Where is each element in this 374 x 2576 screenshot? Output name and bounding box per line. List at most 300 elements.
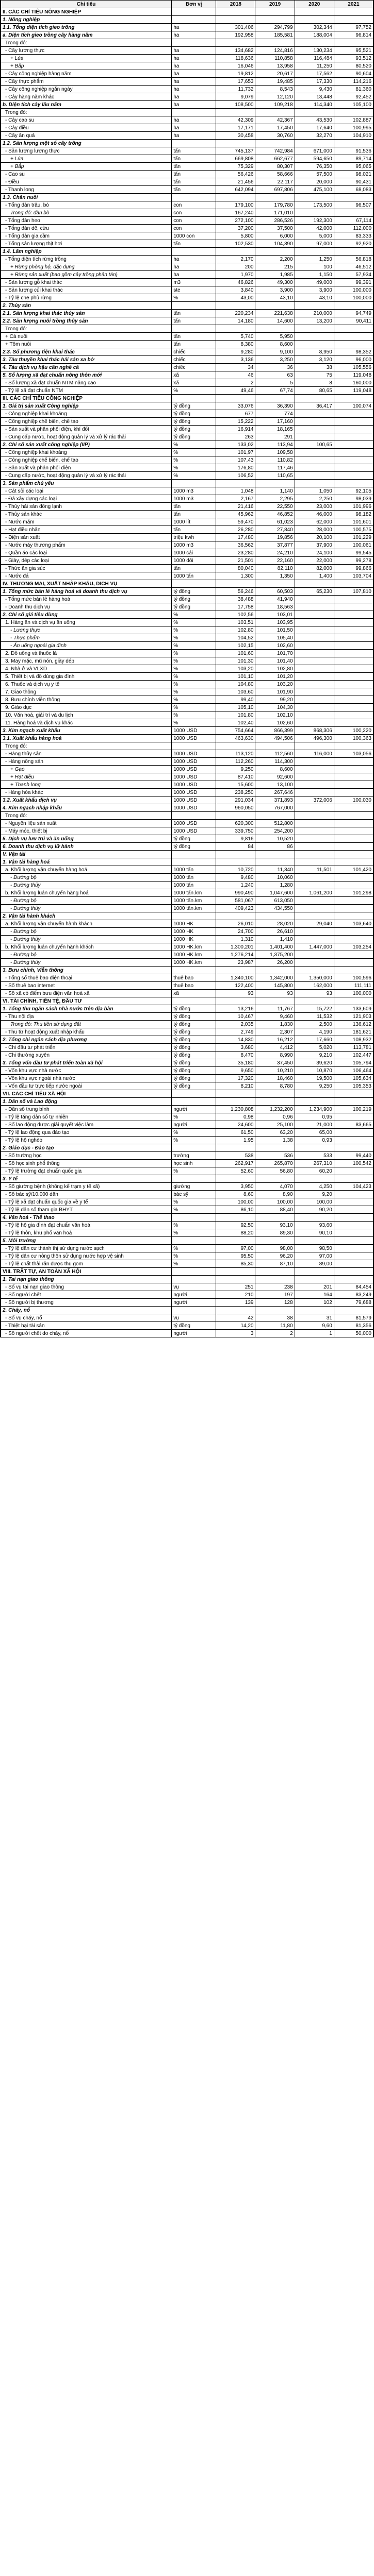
row-unit: chiếc [172,348,216,356]
row-label: - Đường thủy [1,959,172,967]
row-value: 114,216 [334,78,373,86]
row-value [255,248,295,256]
table-row [1,155,373,163]
row-value: 18,460 [255,1075,295,1082]
row-value: 62,000 [295,518,334,526]
row-label: VIII. TRẬT TỰ, AN TOÀN XÃ HỘI [1,1268,172,1276]
row-value [334,835,373,843]
row-value: 117,46 [255,464,295,472]
row-unit: ha [172,256,216,263]
row-label: - Số lượng xã đạt chuẩn NTM nâng cao [1,379,172,387]
row-unit: tấn [172,171,216,178]
row-label: - Máy móc, thiết bị [1,827,172,835]
row-value [255,812,295,820]
row-value: 17,758 [216,603,255,611]
table-row [1,897,373,905]
row-unit: xã [172,990,216,997]
row-unit: % [172,611,216,619]
row-value [216,1144,255,1152]
row-value: 107,810 [334,588,373,596]
row-label: 6. Doanh thu dịch vụ lữ hành [1,843,172,851]
row-value: 114,340 [295,101,334,109]
row-value [295,959,334,967]
row-unit: xã [172,379,216,387]
row-value: 42,309 [216,116,255,124]
row-label: 5. Dịch vụ lưu trú và ăn uống [1,835,172,843]
row-label: 1. Tổng mức bán lẻ hàng hoá và doanh thu dịch vụ [1,588,172,596]
row-unit: xã [172,371,216,379]
row-value [216,140,255,147]
row-label: 4. Kim ngạch nhập khẩu [1,804,172,812]
row-label: - Dân số trung bình [1,1106,172,1113]
table-row [1,426,373,433]
row-value [334,1137,373,1144]
row-label: - Hàng nông sản [1,758,172,766]
row-value: 262,917 [216,1160,255,1167]
group-row [1,24,373,31]
row-value [334,1144,373,1152]
row-value: 98,50 [295,1245,334,1252]
row-value: 1,250 [295,256,334,263]
row-label: - Cao su [1,171,172,178]
row-value: 2 [255,1330,295,1337]
row-value [334,626,373,634]
row-unit: con [172,209,216,217]
row-unit: tỷ đồng [172,433,216,441]
table-row [1,758,373,766]
row-value: 215 [255,263,295,271]
row-value: 106,52 [216,472,255,480]
row-value: 5,740 [216,333,255,341]
row-value [295,1276,334,1283]
row-value: 4,412 [255,1044,295,1052]
row-value [295,418,334,426]
row-label: - Cây công nghiệp hàng năm [1,70,172,78]
row-value: 101,601 [334,518,373,526]
column-header-year: 2020 [295,1,334,8]
row-value: 92,452 [334,93,373,101]
row-value: 3,900 [295,286,334,294]
row-label: - Tổng sản lượng thịt hơi [1,240,172,248]
row-value: 57,500 [295,171,334,178]
row-unit: 1000 HK.km [172,951,216,959]
row-label: - Điện sản xuất [1,534,172,541]
row-value: 114,300 [255,758,295,766]
row-label: 4. Tàu dịch vụ hậu cần nghề cá [1,364,172,371]
row-value: 95,065 [334,163,373,171]
row-value: 100,00 [255,1198,295,1206]
row-value [334,619,373,626]
row-value: 5 [255,379,295,387]
row-value: 104,390 [255,240,295,248]
row-value [216,16,255,24]
statistics-table [1,0,373,1337]
table-row [1,866,373,874]
row-value: 265,870 [255,1160,295,1167]
row-unit: tỷ đồng [172,1052,216,1059]
row-label: - Cây cao su [1,116,172,124]
row-value: 102,60 [255,642,295,650]
row-value: 20,100 [295,534,334,541]
row-label: - Sản lượng củi khai thác [1,286,172,294]
table-row [1,217,373,225]
row-label: VI. TÀI CHÍNH, TIỀN TỆ, ĐẦU TƯ [1,997,172,1005]
row-unit [172,858,216,866]
row-unit: chiếc [172,364,216,371]
row-unit: 1000 lít [172,518,216,526]
row-unit: ha [172,47,216,55]
row-unit: 1000 tấn [172,882,216,889]
row-value [295,16,334,24]
row-label: - Hàng thủy sản [1,750,172,758]
row-value: 1,150 [295,271,334,279]
row-value: 17,660 [295,1036,334,1044]
row-unit: % [172,441,216,449]
row-value: 136,612 [334,1021,373,1028]
row-unit: ha [172,101,216,109]
row-value: 87,10 [255,1260,295,1268]
table-row [1,464,373,472]
row-label: + Lúa [1,55,172,62]
table-row [1,116,373,124]
row-label: Trong đó: [1,812,172,820]
row-value: 90,431 [334,178,373,186]
row-value: 2,167 [216,495,255,503]
group-row [1,101,373,109]
row-label: 6. Thuốc và dịch vụ y tế [1,681,172,688]
row-value: 104,30 [255,704,295,711]
row-value [334,642,373,650]
row-label: Trong đó: đàn bò [1,209,172,217]
row-value [295,619,334,626]
row-value: 620,300 [216,820,255,827]
row-label: - Cây hàng năm khác [1,93,172,101]
row-label: - Tỷ lệ dân số tham gia BHYT [1,1206,172,1214]
row-value [295,905,334,912]
row-value [295,596,334,603]
row-value: 1,276,214 [216,951,255,959]
row-unit [172,1307,216,1314]
row-value: 10,467 [216,1013,255,1021]
row-value: 97,752 [334,24,373,31]
row-value: 98,00 [255,1245,295,1252]
row-unit: % [172,1129,216,1137]
row-unit: % [172,387,216,395]
row-value: 105,353 [334,1082,373,1090]
row-value: 45,962 [216,511,255,518]
row-unit: người [172,1106,216,1113]
row-value: 102,40 [216,719,255,727]
table-row [1,286,373,294]
row-value: 22,000 [295,557,334,565]
row-label: 1. Nông nghiệp [1,16,172,24]
column-header-year: 2021 [334,1,373,8]
row-value: 34 [216,364,255,371]
row-value: 59,470 [216,518,255,526]
row-value: 192,958 [216,31,255,39]
row-unit: % [172,665,216,673]
row-value: 139 [216,1299,255,1307]
row-value: 13,958 [255,62,295,70]
row-value: 31 [295,1314,334,1322]
row-value [295,603,334,611]
row-value: 102,80 [255,665,295,673]
row-value: 8,90 [255,1191,295,1198]
row-value: 4,250 [295,1183,334,1191]
section-row [1,1268,373,1276]
row-value: 101,97 [216,449,255,456]
row-value: 103,254 [334,943,373,951]
row-value [295,928,334,936]
row-value: 5,950 [255,333,295,341]
row-value: 1,970 [216,271,255,279]
row-value: 130,234 [295,47,334,55]
row-value [255,325,295,333]
row-label: 2. Đồ uống và thuốc lá [1,650,172,657]
row-value [334,464,373,472]
column-header-indicator: Chỉ tiêu [1,1,172,8]
row-value: 101,229 [334,534,373,541]
row-label: 2. Tổng chi ngân sách địa phương [1,1036,172,1044]
row-value: 200 [216,263,255,271]
row-value [216,109,255,116]
row-label: 11. Hàng hoá và dịch vụ khác [1,719,172,727]
row-unit [172,812,216,820]
row-value [255,997,295,1005]
row-value: 102,10 [255,711,295,719]
row-value [334,665,373,673]
row-value: 496,300 [295,735,334,742]
row-value: 171,010 [255,209,295,217]
row-value: 100,00 [295,1198,334,1206]
row-value: 110,65 [255,472,295,480]
row-unit [172,16,216,24]
table-row [1,1260,373,1268]
row-value: 98,182 [334,511,373,518]
row-value: 101,10 [216,673,255,681]
row-value: 133,609 [334,1005,373,1013]
row-label: 1. Tai nạn giao thông [1,1276,172,1283]
row-label: 9. Giáo dục [1,704,172,711]
row-value [255,1307,295,1314]
row-value: 90,20 [295,1206,334,1214]
row-unit: tấn [172,310,216,317]
table-row [1,711,373,719]
row-value [295,626,334,634]
table-row [1,657,373,665]
row-value: 13,216 [216,1005,255,1013]
row-value: 8,950 [295,348,334,356]
row-value [334,905,373,912]
row-value: 14,600 [255,317,295,325]
row-label: - Số vụ tai nạn giao thông [1,1283,172,1291]
row-value [295,1090,334,1098]
row-value [295,882,334,889]
row-unit: tỷ đồng [172,1059,216,1067]
row-value: 80,040 [216,565,255,572]
row-unit: tỷ đồng [172,402,216,410]
row-unit: % [172,696,216,704]
row-value [295,874,334,882]
row-value: 101,996 [334,503,373,511]
row-value [255,580,295,588]
row-value [295,773,334,781]
row-value: 90,604 [334,70,373,78]
row-value [295,209,334,217]
row-value: 101,30 [216,657,255,665]
table-row [1,271,373,279]
row-label: - Tỷ lệ xã đạt chuẩn quốc gia về y tế [1,1198,172,1206]
row-label: - Đường thủy [1,936,172,943]
row-value [295,426,334,433]
row-unit [172,1098,216,1106]
row-label: 3. Bưu chính, Viễn thông [1,967,172,974]
row-label: - Ăn uống ngoài gia đình [1,642,172,650]
table-row [1,982,373,990]
row-value: 301,406 [216,24,255,31]
row-unit: người [172,1299,216,1307]
row-value: 754,664 [216,727,255,735]
row-value: 1,310 [216,936,255,943]
row-value: 134,682 [216,47,255,55]
row-value: 58,666 [255,171,295,178]
table-row [1,1067,373,1075]
row-value: 110,82 [255,456,295,464]
row-value: 101,420 [334,866,373,874]
row-value: 1,401,400 [255,943,295,951]
row-value: 99,391 [334,279,373,286]
row-label: - Nước máy thương phẩm [1,541,172,549]
table-row [1,410,373,418]
row-value: 95,50 [216,1252,255,1260]
row-value: 1,38 [255,1137,295,1144]
row-label: + Rừng sản xuất (bao gồm cây trồng phân tán) [1,271,172,279]
row-value: 2,200 [255,256,295,263]
group-row [1,851,373,858]
row-label: - Thu nội địa [1,1013,172,1021]
row-label: + Tôm nuôi [1,341,172,348]
row-value: 75,329 [216,163,255,171]
row-value: 9,480 [216,874,255,882]
row-value: 102 [295,1299,334,1307]
table-row [1,642,373,650]
row-label: VII. CÁC CHỈ TIÊU XÃ HỘI [1,1090,172,1098]
row-value [334,897,373,905]
row-value: 1,340,100 [216,974,255,982]
row-value: 121,903 [334,1013,373,1021]
row-value: 238,250 [216,789,255,796]
row-value: 24,700 [216,928,255,936]
row-label: - Thức ăn gia súc [1,565,172,572]
group-row [1,1144,373,1152]
row-value: 25,100 [255,1121,295,1129]
row-unit: % [172,1222,216,1229]
row-label: 2.3. Số phương tiện khai thác [1,348,172,356]
row-value: 1,985 [255,271,295,279]
table-row [1,820,373,827]
table-row [1,147,373,155]
group-row [1,611,373,619]
group-row [1,441,373,449]
table-row [1,882,373,889]
row-value: 75 [295,371,334,379]
table-body [1,8,373,1337]
row-unit: % [172,1260,216,1268]
row-unit [172,8,216,16]
table-row [1,294,373,302]
row-unit: ste [172,286,216,294]
row-value: 101,70 [255,650,295,657]
row-value: 9,100 [255,348,295,356]
row-value: 100,074 [334,402,373,410]
group-row [1,480,373,487]
row-unit: 1000 USD [172,735,216,742]
row-value [295,742,334,750]
table-row [1,449,373,456]
row-unit: tỷ đồng [172,1075,216,1082]
row-value [334,140,373,147]
row-unit: chiếc [172,356,216,364]
row-value: 2 [216,379,255,387]
row-value [334,711,373,719]
group-row [1,1214,373,1222]
row-label: - Thủy hải sản đông lạnh [1,503,172,511]
row-value: 65,230 [295,588,334,596]
table-row [1,688,373,696]
row-unit: 1000 tấn.km [172,905,216,912]
row-unit: % [172,673,216,681]
row-value: 97,00 [295,1252,334,1260]
row-value [295,812,334,820]
row-value: 89,30 [255,1229,295,1237]
row-value [334,1191,373,1198]
row-value [216,851,255,858]
row-value [295,766,334,773]
row-value: 84 [216,843,255,851]
group-row [1,804,373,812]
group-row [1,371,373,379]
row-value: 745,137 [216,147,255,155]
row-unit [172,1268,216,1276]
row-label: 7. Giao thông [1,688,172,696]
row-label: - Hàng hóa khác [1,789,172,796]
table-row [1,495,373,503]
section-row [1,580,373,588]
row-unit: tỷ đồng [172,603,216,611]
row-unit: con [172,201,216,209]
row-value [295,456,334,464]
row-value [295,39,334,47]
table-row [1,1082,373,1090]
row-label: 3. Tàu thuyền khai thác hải sản xa bờ [1,356,172,364]
row-value: 512,800 [255,820,295,827]
row-value [295,410,334,418]
row-value: 11,250 [295,62,334,70]
row-label: - Tỷ lệ dân cư nông thôn sử dụng nước hợp vệ sinh [1,1252,172,1260]
row-label: - Tỷ lệ trường đạt chuẩn quốc gia [1,1167,172,1175]
row-value: 80,520 [334,62,373,70]
row-value [295,820,334,827]
row-value: 868,306 [295,727,334,735]
row-value: 101,40 [255,657,295,665]
row-value: 3,950 [216,1183,255,1191]
row-value: 8,990 [255,1052,295,1059]
row-value: 10,060 [255,874,295,882]
row-unit: % [172,1113,216,1121]
row-unit [172,140,216,147]
row-value: 30,760 [255,132,295,140]
row-unit: % [172,294,216,302]
